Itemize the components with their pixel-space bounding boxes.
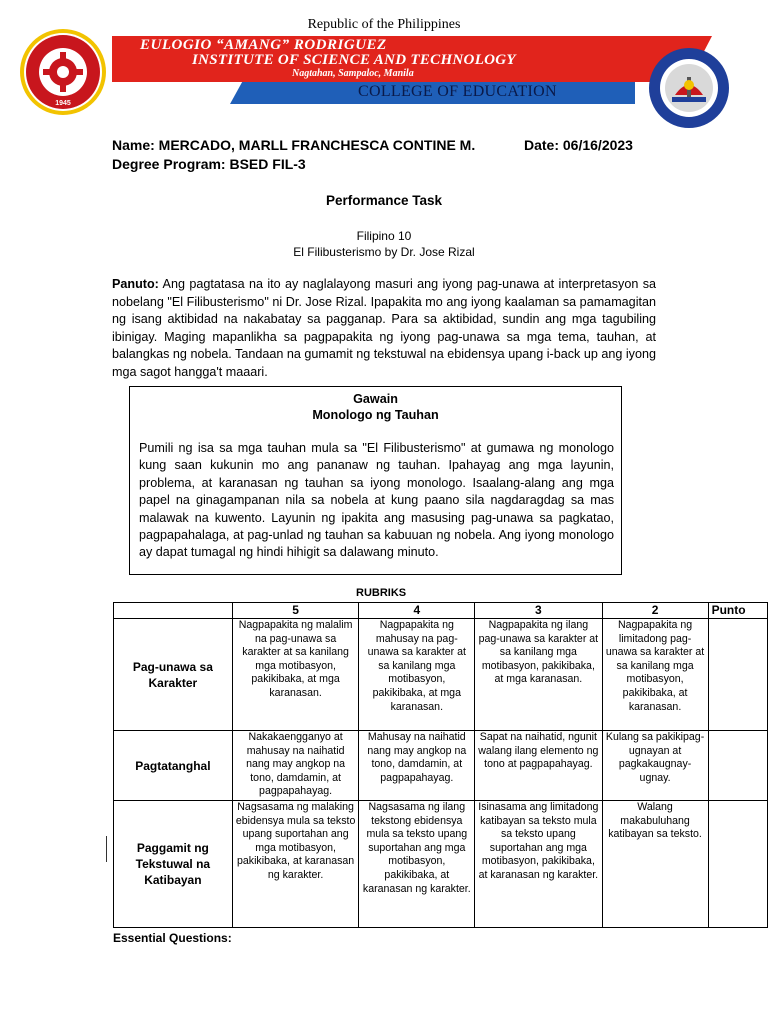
activity-subtitle: Monologo ng Tauhan: [312, 408, 439, 422]
seal-year: 1945: [55, 100, 71, 107]
book-title: El Filibusterismo by Dr. Jose Rizal: [293, 245, 475, 259]
text-cursor-mark: [106, 836, 107, 862]
table-row: [114, 619, 768, 731]
rubric-cell: Mahusay na naihatid nang may angkop na tono, damdamin, at pagpapahayag.: [359, 731, 475, 801]
college-seal-logo: [648, 47, 730, 129]
student-name: Name: MERCADO, MARLL FRANCHESCA CONTINE M.: [112, 137, 476, 153]
rubric-criterion: Pagtatanghal: [114, 731, 233, 801]
rubric-cell: Nagsasama ng ilang tekstong ebidensya mula sa teksto upang suportahan ang mga motibasyon, pakikibaka, at karanasan ng karakter.: [359, 801, 475, 928]
instructions-label: Panuto:: [112, 277, 159, 291]
rubric-cell: Nagpapakita ng limitadong pag-unawa sa karakter at sa kanilang mga motibasyon, pakikibaka, at karanasan.: [602, 619, 708, 731]
rubric-title: RUBRIKS: [356, 587, 407, 599]
rubric-cell: Nagpapakita ng malalim na pag-unawa sa karakter at sa kanilang mga motibasyon, pakikibaka, at mga karanasan.: [232, 619, 359, 731]
activity-text: Pumili ng isa sa mga tauhan mula sa "El Filibusterismo" at gumawa ng monologo kung saan kukunin mo ang pananaw ng tauhan. Ipahayag ang mga layunin, problema, at karanasan ng tauhan sa iyong monologo. Isaalang-alang ang mga papel na ginagampanan nila sa nobela at kung paano sila nagdaragdag sa mas malawak na kuwento. Layunin ng ipakita ang masusing pag-unawa sa pagkatao, pagpapahalaga, at pag-unlad ng tauhan sa kabuuan ng nobela. Ang iyong monologo ay dapat tumagal ng hindi hihigit sa dalawang minuto.: [139, 441, 614, 560]
points-cell[interactable]: [708, 801, 767, 928]
points-cell[interactable]: [708, 619, 767, 731]
rubric-cell: Walang makabuluhang katibayan sa teksto.: [602, 801, 708, 928]
institute-seal-logo: [18, 27, 108, 117]
rubric-criterion: Pag-unawa sa Karakter: [114, 619, 233, 731]
rubric-header-2: 2: [602, 603, 708, 619]
rubric-header-3: 3: [475, 603, 602, 619]
degree-program: Degree Program: BSED FIL-3: [112, 156, 306, 172]
activity-title: Gawain: [353, 392, 398, 406]
rubric-cell: Sapat na naihatid, ngunit walang ilang elemento ng tono at pagpapahayag.: [475, 731, 602, 801]
rubric-cell: Nagpapakita ng mahusay na pag-unawa sa karakter at sa kanilang mga motibasyon, pakikibaka, at mga karanasan.: [359, 619, 475, 731]
institution-location: Nagtahan, Sampaloc, Manila: [292, 68, 414, 79]
rubric-criterion: Paggamit ng Tekstuwal na Katibayan: [114, 801, 233, 928]
rubric-header-blank: [114, 603, 233, 619]
college-name: COLLEGE OF EDUCATION: [358, 83, 557, 100]
task-title: Performance Task: [325, 193, 443, 208]
rubric-cell: Nakakaengganyo at mahusay na naihatid nang may angkop na tono, damdamin, at pagpapahayag.: [232, 731, 359, 801]
institution-type: INSTITUTE OF SCIENCE AND TECHNOLOGY: [192, 52, 516, 68]
rubric-cell: Isinasama ang limitadong katibayan sa teksto mula sa teksto upang suportahan ang mga motibasyon, pakikibaka, at karanasan ng karakter.: [475, 801, 602, 928]
rubric-header-4: 4: [359, 603, 475, 619]
rubric-cell: Nagpapakita ng ilang pag-unawa sa karakter at sa kanilang mga motibasyon, pakikibaka, at mga karanasan.: [475, 619, 602, 731]
essential-questions-heading: Essential Questions:: [113, 931, 232, 945]
instructions-paragraph: [112, 276, 656, 381]
instructions-text: Ang pagtatasa na ito ay naglalayong masuri ang iyong pag-unawa at interpretasyon sa nobelang "El Filibusterismo" ni Dr. Jose Rizal. Ipapakita mo ang iyong kaalaman sa pamamagitan ng isang aktibidad na nakabatay sa pagganap. Para sa aktibidad, sundin ang mga tagubiling ibinigay. Maging mapanlikha sa pagpapakita ng iyong pag-unawa sa mga tema, tauhan, at balangkas ng nobela. Tandaan na gumamit ng tekstuwal na ebidensya upang i-back up ang iyong mga sagot hangga't maaari.: [112, 277, 656, 379]
republic-heading: Republic of the Philippines: [307, 17, 461, 32]
date: Date: 06/16/2023: [524, 137, 633, 153]
subject: Filipino 10: [356, 229, 412, 243]
rubric-header-row: [114, 603, 768, 619]
table-row: [114, 731, 768, 801]
points-cell[interactable]: [708, 731, 767, 801]
rubric-header-punto: Punto: [708, 603, 767, 619]
letterhead: [0, 0, 768, 112]
rubric-cell: Kulang sa pakikipag-ugnayan at pagkakaugnay-ugnay.: [602, 731, 708, 801]
institution-name: EULOGIO “AMANG” RODRIGUEZ: [140, 37, 387, 53]
rubric-cell: Nagsasama ng malaking ebidensya mula sa teksto upang suportahan ang mga motibasyon, pakikibaka, at karanasan ng karakter.: [232, 801, 359, 928]
activity-box: [129, 386, 622, 575]
rubric-table: [113, 602, 768, 928]
rubric-header-5: 5: [232, 603, 359, 619]
table-row: [114, 801, 768, 928]
